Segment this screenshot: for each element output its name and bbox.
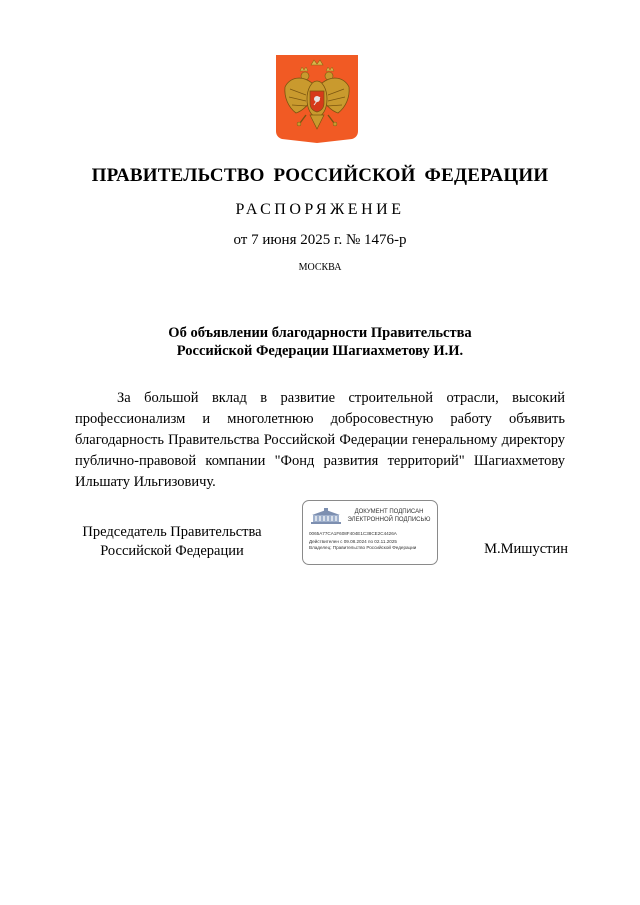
subject-line-2: Российской Федерации Шагиахметову И.И.	[176, 343, 464, 359]
body-paragraph: За большой вклад в развитие строительной отрасли, высокий профессионализм и многолетнюю добросовестную работу объявить благодарность Правительства Российской Федерации генеральному директору публично-правовой компании "Фонд развития территорий" Шагиахметову Ильшату Ильгизовичу.	[75, 390, 565, 490]
government-building-icon	[309, 508, 343, 525]
document-date-number: от 7 июня 2025 г. № 1476-р	[233, 232, 407, 248]
signer-position	[72, 523, 272, 561]
government-title: ПРАВИТЕЛЬСТВО РОССИЙСКОЙ ФЕДЕРАЦИИ	[91, 165, 549, 186]
stamp-validity-period: Действителен с 09.08.2024 по 02.11.2025	[309, 539, 397, 544]
electronic-signature-stamp	[302, 500, 438, 565]
signer-position-line-1: Председатель Правительства	[82, 524, 262, 540]
signer-name: М.Мишустин	[484, 541, 568, 557]
stamp-header-line-2: ЭЛЕКТРОННОЙ ПОДПИСЬЮ	[347, 516, 431, 523]
document-subject	[0, 324, 640, 360]
stamp-header	[345, 509, 433, 524]
coat-of-arms-emblem-icon	[276, 55, 358, 143]
document-type: РАСПОРЯЖЕНИЕ	[235, 201, 405, 218]
stamp-owner: Владелец: Правительство Российской Федерации	[309, 545, 417, 550]
document-city: МОСКВА	[298, 262, 342, 273]
subject-line-1: Об объявлении благодарности Правительства	[168, 325, 472, 341]
stamp-certificate-number: 0065A77CA1F608F404E1C38CE2C4426A	[309, 531, 397, 536]
stamp-header-line-1: ДОКУМЕНТ ПОДПИСАН	[354, 509, 424, 515]
signer-position-line-2: Российской Федерации	[100, 543, 244, 559]
